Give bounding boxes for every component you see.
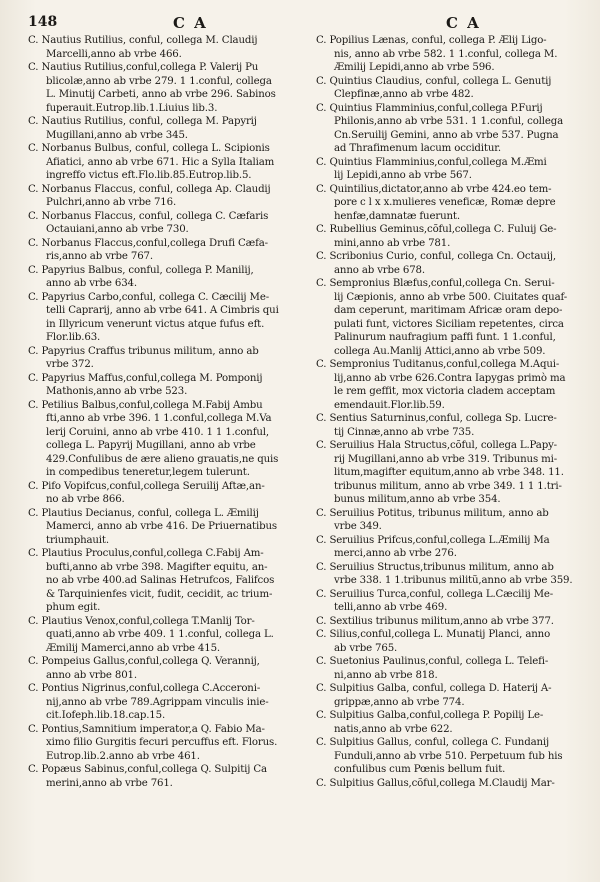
entry-first-line: C. Plautius Decianus, conful, collega L. Æmilij xyxy=(28,507,259,519)
entry-continuation-line: anno ab vrbe 801. xyxy=(46,669,137,681)
page-number: 148 xyxy=(28,14,58,30)
entry-continuation-line: le rem geffit, mox victoria cladem acceptam xyxy=(334,386,556,397)
entry-continuation-line: litum,magifter equitum,anno ab vrbe 348. 11. xyxy=(334,467,564,478)
entry-first-line: C. Papyrius Carbo,conful, collega C. Cæcilij Me- xyxy=(28,291,269,303)
entry-first-line: C. Pifo Vopifcus,conful,collega Seruilij Aftæ,an- xyxy=(28,480,265,492)
entry-first-line: C. Silius,conful,collega L. Munatij Planci, anno xyxy=(316,629,551,640)
entry-first-line: C. Papyrius Craffus tribunus militum, anno ab xyxy=(28,345,259,357)
header-right-letters: C A xyxy=(446,14,481,32)
entry-first-line: C. Seruilius Hala Structus,cõful, collega L.Papy- xyxy=(316,440,557,451)
entry-continuation-line: collega Au.Manlij Attici,anno ab vrbe 509. xyxy=(334,345,546,357)
entry-continuation-line: Æmilij Mamerci,anno ab vrbe 415. xyxy=(46,642,220,654)
entry-continuation-line: vrbe 372. xyxy=(46,359,94,370)
entry-first-line: C. Scribonius Curio, conful, collega Cn. Octauij, xyxy=(316,251,556,262)
entry-continuation-line: dam ceperunt, maritimam Africæ oram depo- xyxy=(334,305,563,316)
right-column xyxy=(316,34,578,790)
entry-first-line: C. Sulpitius Gallus,cõful,collega M.Claudij Mar- xyxy=(316,777,555,789)
entry-continuation-line: 429.Confulibus de ære alieno grauatis,ne quis xyxy=(46,453,279,465)
entry-first-line: C. Sentius Saturninus,conful, collega Sp. Lucre- xyxy=(316,413,557,424)
entry-continuation-line: pore c l x x.mulieres veneficæ, Romæ depre xyxy=(334,197,556,208)
entry-continuation-line: Palinurum naufragium paffi funt. 1 1.conful, xyxy=(334,332,556,343)
entry-first-line: C. Quintius Flamminius,conful,collega P.Furij xyxy=(316,102,543,114)
entry-first-line: C. Rubellius Geminus,cõful,collega C. Fuluij Ge- xyxy=(316,224,557,235)
entry-first-line: C. Plautius Proculus,conful,collega C.Fabij Am- xyxy=(28,548,264,559)
entry-continuation-line: bufti,anno ab vrbe 398. Magifter equitu, an- xyxy=(46,561,268,573)
entry-continuation-line: confulibus cum Pœnis bellum fuit. xyxy=(334,764,506,775)
entry-continuation-line: henfæ,damnatæ fuerunt. xyxy=(334,210,460,222)
entry-continuation-line: collega L. Papyrij Mugillani, anno ab vrbe xyxy=(46,440,256,451)
entry-first-line: C. Sempronius Tuditanus,conful,collega M.Aqui- xyxy=(316,359,560,370)
entry-first-line: C. Quintilius,dictator,anno ab vrbe 424.eo tem- xyxy=(316,183,552,195)
entry-continuation-line: nij,anno ab vrbe 789.Agrippam vinculis inie- xyxy=(46,696,269,708)
entry-continuation-line: blicolæ,anno ab vrbe 279. 1 1.conful, collega xyxy=(46,75,272,87)
entry-continuation-line: cit.Iofeph.lib.18.cap.15. xyxy=(46,710,166,721)
entry-first-line: C. Plautius Venox,conful,collega T.Manlij Tor- xyxy=(28,615,255,627)
entry-continuation-line: Clepfinæ,anno ab vrbe 482. xyxy=(334,89,474,100)
entry-continuation-line: emendauit.Flor.lib.59. xyxy=(334,399,445,411)
entry-first-line: C. Norbanus Flaccus,conful,collega Drufi Cæfa- xyxy=(28,237,268,249)
entry-continuation-line: grippæ,anno ab vrbe 774. xyxy=(334,696,465,708)
left-column xyxy=(28,34,290,790)
entry-first-line: C. Popæus Sabinus,conful,collega Q. Sulpitij Ca xyxy=(28,764,267,775)
entry-continuation-line: merci,anno ab vrbe 276. xyxy=(334,548,457,559)
entry-first-line: C. Seruilius Prifcus,conful,collega L.Æmilij Ma xyxy=(316,534,550,546)
entry-continuation-line: natis,anno ab vrbe 622. xyxy=(334,723,453,735)
entry-first-line: C. Petilius Balbus,conful,collega M.Fabij Ambu xyxy=(28,399,263,411)
entry-first-line: C. Sempronius Blæfus,conful,collega Cn. Serui- xyxy=(316,278,555,289)
entry-continuation-line: ad Thrafimenum lacum occiditur. xyxy=(334,143,501,154)
entry-first-line: C. Suetonius Paulinus,conful, collega L. Telefi- xyxy=(316,656,549,667)
entry-continuation-line: quati,anno ab vrbe 409. 1 1.conful, collega L. xyxy=(46,629,274,640)
entry-continuation-line: & Tarquinienfes vicit, fudit, cecidit, ac trium- xyxy=(46,588,273,600)
entry-continuation-line: anno ab vrbe 634. xyxy=(46,278,137,289)
entry-continuation-line: triumphauit. xyxy=(46,534,109,546)
entry-continuation-line: Mamerci, anno ab vrbe 416. De Priuernatibus xyxy=(46,521,277,532)
entry-continuation-line: merini,anno ab vrbe 761. xyxy=(46,777,173,789)
entry-continuation-line: Afiatici, anno ab vrbe 671. Hic a Sylla Italiam xyxy=(46,156,275,168)
entry-first-line: C. Popilius Lænas, conful, collega P. Ælij Ligo- xyxy=(316,35,547,46)
entry-first-line: C. Sextilius tribunus militum,anno ab vrbe 377. xyxy=(316,615,554,627)
entry-continuation-line: Marcelli,anno ab vrbe 466. xyxy=(46,48,182,60)
entry-continuation-line: in Illyricum venerunt victus atque fufus eft. xyxy=(46,318,265,330)
entry-continuation-line: Cn.Seruilij Gemini, anno ab vrbe 537. Pugna xyxy=(334,129,559,141)
entry-continuation-line: pulati funt, victores Siciliam repetentes, circa xyxy=(334,318,564,330)
entry-continuation-line: tij Cinnæ,anno ab vrbe 735. xyxy=(334,426,475,438)
entry-continuation-line: Funduli,anno ab vrbe 510. Perpetuum fub his xyxy=(334,750,563,762)
entry-first-line: C. Nautius Rutilius, conful, collega M. Papyrij xyxy=(28,116,257,127)
entry-continuation-line: ab vrbe 765. xyxy=(334,642,398,654)
entry-continuation-line: no ab vrbe 866. xyxy=(46,494,125,505)
entry-first-line: C. Papyrius Maffus,conful,collega M. Pomponij xyxy=(28,372,263,384)
entry-continuation-line: ximo filio Gurgitis fecuri percuffus eft. Florus. xyxy=(46,737,278,748)
entry-continuation-line: ris,anno ab vrbe 767. xyxy=(46,251,153,262)
entry-continuation-line: fti,anno ab vrbe 396. 1 1.conful,collega M.Va xyxy=(46,413,272,424)
entry-continuation-line: Flor.lib.63. xyxy=(46,332,101,343)
entry-continuation-line: telli Caprarij, anno ab vrbe 641. A Cimbris qui xyxy=(46,305,279,316)
entry-first-line: C. Nautius Rutilius,conful,collega P. Valerij Pu xyxy=(28,62,259,73)
entry-first-line: C. Sulpitius Gallus, conful, collega C. Fundanij xyxy=(316,737,550,748)
entry-continuation-line: anno ab vrbe 678. xyxy=(334,264,425,276)
entry-first-line: C. Nautius Rutilius, conful, collega M. Claudij xyxy=(28,35,258,46)
entry-first-line: C. Pontius Nigrinus,conful,collega C.Acceroni- xyxy=(28,683,261,694)
entry-first-line: C. Sulpitius Galba, conful, collega D. Haterij A- xyxy=(316,683,552,694)
entry-continuation-line: vrbe 349. xyxy=(334,521,382,532)
running-header xyxy=(28,14,568,34)
entry-continuation-line: bunus militum,anno ab vrbe 354. xyxy=(334,494,501,505)
entry-continuation-line: Pulchri,anno ab vrbe 716. xyxy=(46,197,177,208)
entry-continuation-line: lerij Coruini, anno ab vrbe 410. 1 1 1.conful, xyxy=(46,426,269,438)
entry-first-line: C. Norbanus Flaccus, conful, collega Ap. Claudij xyxy=(28,183,271,195)
entry-continuation-line: vrbe 338. 1 1.tribunus militũ,anno ab vrbe 359. xyxy=(334,575,573,586)
entry-first-line: C. Sulpitius Galba,conful,collega P. Popilij Le- xyxy=(316,710,544,721)
entry-first-line: C. Pompeius Gallus,conful,collega Q. Verannij, xyxy=(28,656,260,667)
entry-continuation-line: lij Cæpionis, anno ab vrbe 500. Ciuitates quaf- xyxy=(334,291,568,303)
entry-continuation-line: nis, anno ab vrbe 582. 1 1.conful, collega M. xyxy=(334,48,558,60)
entry-first-line: C. Papyrius Balbus, conful, collega P. Manilij, xyxy=(28,264,254,276)
entry-first-line: C. Seruilius Structus,tribunus militum, anno ab xyxy=(316,561,554,573)
entry-first-line: C. Quintius Flamminius,conful,collega M.Æmi xyxy=(316,156,547,168)
entry-first-line: C. Norbanus Bulbus, conful, collega L. Scipionis xyxy=(28,143,270,154)
entry-continuation-line: fuperauit.Eutrop.lib.1.Liuius lib.3. xyxy=(46,102,218,114)
entry-continuation-line: tribunus militum, anno ab vrbe 349. 1 1 1.tri- xyxy=(334,480,562,492)
entry-continuation-line: ni,anno ab vrbe 818. xyxy=(334,669,438,681)
entry-continuation-line: rij Mugillani,anno ab vrbe 319. Tribunus mi- xyxy=(334,453,558,465)
entry-continuation-line: phum egit. xyxy=(46,602,101,613)
entry-continuation-line: lij,anno ab vrbe 626.Contra Iapygas primò ma xyxy=(334,372,566,384)
entry-continuation-line: Mugillani,anno ab vrbe 345. xyxy=(46,129,188,141)
entry-first-line: C. Seruilius Turca,conful, collega L.Cæcilij Me- xyxy=(316,588,554,600)
entry-continuation-line: Æmilij Lepidi,anno ab vrbe 596. xyxy=(334,62,495,73)
entry-continuation-line: L. Minutij Carbeti, anno ab vrbe 296. Sabinos xyxy=(46,89,276,100)
entry-first-line: C. Seruilius Potitus, tribunus militum, anno ab xyxy=(316,507,549,519)
entry-continuation-line: no ab vrbe 400.ad Salinas Hetrufcos, Falifcos xyxy=(46,575,275,586)
entry-continuation-line: lij Lepidi,anno ab vrbe 567. xyxy=(334,170,472,181)
entry-continuation-line: Mathonis,anno ab vrbe 523. xyxy=(46,386,188,397)
entry-continuation-line: in compedibus teneretur,legem tulerunt. xyxy=(46,467,250,478)
entry-first-line: C. Norbanus Flaccus, conful, collega C. Cæfaris xyxy=(28,210,269,222)
entry-continuation-line: Eutrop.lib.2.anno ab vrbe 461. xyxy=(46,750,200,762)
entry-continuation-line: telli,anno ab vrbe 469. xyxy=(334,602,448,613)
entry-continuation-line: Octauiani,anno ab vrbe 730. xyxy=(46,224,189,235)
entry-first-line: C. Pontius,Samnitium imperator,a Q. Fabio Ma- xyxy=(28,723,265,735)
entry-continuation-line: ingreffo victus eft.Flo.lib.85.Eutrop.lib.5. xyxy=(46,170,252,181)
entry-first-line: C. Quintius Claudius, conful, collega L. Genutij xyxy=(316,75,552,87)
header-left-letters: C A xyxy=(173,14,208,32)
entry-continuation-line: mini,anno ab vrbe 781. xyxy=(334,237,451,249)
entry-continuation-line: Philonis,anno ab vrbe 531. 1 1.conful, collega xyxy=(334,116,564,127)
